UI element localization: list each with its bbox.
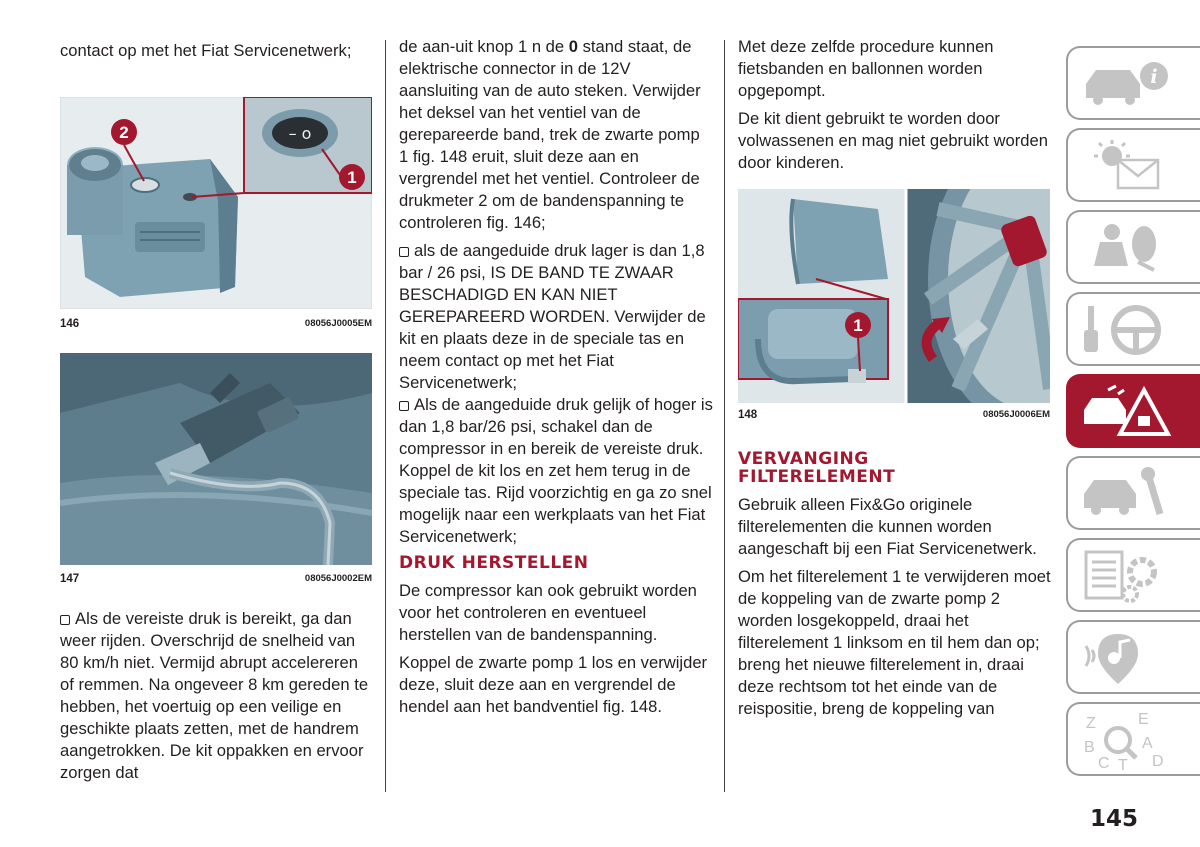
- checkbox-bullet-icon: [60, 615, 70, 625]
- column-1-lower: [60, 608, 375, 790]
- tab-specs-gear[interactable]: [1066, 538, 1200, 612]
- index-letter: Z: [1086, 715, 1096, 732]
- tab-lights-mail[interactable]: [1066, 128, 1200, 202]
- figure-148-image: [738, 189, 1050, 403]
- tab-airbag-seat[interactable]: [1066, 210, 1200, 284]
- figure-146-caption: [60, 318, 372, 330]
- column-3-lower: [738, 444, 1054, 726]
- heading-line-2: FILTERELEMENT: [738, 467, 896, 487]
- section-heading: [738, 450, 1054, 486]
- index-letter: C: [1098, 755, 1110, 770]
- bullet-text: als de aangeduide druk lager is dan 1,8 bar / 26 psi, IS DE BAND TE ZWAAR BESCHADIGD EN KAN NIET GEREPAREERD WORDEN. Verwijder de kit en plaats deze in de speciale tas en neem contact op met het Fiat Servicenetwerk;: [399, 241, 706, 392]
- index-letter: E: [1138, 711, 1149, 728]
- text-span: stand staat, de elektrische connector in de 12V aansluiting van de auto steken. Verwijder het deksel van het ventiel van de gerepareerde band, trek de zwarte pomp 1 fig. 148 eruit, sluit deze aan en vergrendel met het ventiel. Controleer de drukmeter 2 om de bandenspanning te controleren fig. 146;: [399, 37, 701, 232]
- airbag-seat-icon: [1078, 218, 1178, 278]
- index-letter: T: [1118, 757, 1128, 770]
- section-heading: DRUK HERSTELLEN: [399, 553, 589, 573]
- paragraph: Gebruik alleen Fix&Go originele filterelementen die kunnen worden aangeschaft bij een Fiat Servicenetwerk.: [738, 495, 1037, 558]
- paragraph: De kit dient gebruikt te worden door volwassenen en mag niet gebruikt worden door kinderen.: [738, 109, 1048, 172]
- bullet-text: Als de vereiste druk is bereikt, ga dan weer rijden. Overschrijd de snelheid van 80 km/h niet. Vermijd abrupt accelereren of remmen. Na ongeveer 8 km gereden te hebben, het voertuig op een veilige en geschikte plaats zetten, met de handrem aangetrokken. De kit oppakken en ervoor zorgen dat: [60, 609, 369, 782]
- figure-146-image: [60, 97, 372, 309]
- column-3: [738, 36, 1054, 180]
- paragraph: [399, 36, 713, 234]
- alphabet-index-icon: [1078, 710, 1178, 770]
- page-number: 145: [1090, 806, 1139, 832]
- figure-number: 147: [60, 573, 80, 585]
- text-span: de aan-uit knop 1 n de: [399, 37, 569, 56]
- lights-mail-icon: [1078, 136, 1178, 196]
- figure-ref: 08056J0005EM: [304, 318, 372, 329]
- switch-symbol: – o: [288, 124, 312, 143]
- figure-ref: 08056J0006EM: [982, 409, 1050, 420]
- callout-2: 2: [119, 123, 129, 142]
- multimedia-icon: [1078, 628, 1178, 688]
- figure-148-caption: [738, 409, 1050, 421]
- power-socket-illustration: [60, 353, 372, 565]
- emergency-warning-icon: [1078, 382, 1178, 442]
- paragraph: Met deze zelfde procedure kunnen fietsbanden en ballonnen worden opgepompt.: [738, 37, 994, 100]
- callout-1: 1: [853, 316, 863, 335]
- tab-emergency[interactable]: [1066, 374, 1200, 448]
- tab-key-steering[interactable]: [1066, 292, 1200, 366]
- tab-alphabet-index[interactable]: [1066, 702, 1200, 776]
- index-letter: A: [1142, 735, 1153, 752]
- paragraph: Om het filterelement 1 te verwijderen moet de koppeling van de zwarte pomp 2 worden losgekoppeld, draai het filterelement 1 linksom en til hem dan op; breng het nieuwe filterelement in, draai deze rechtsom tot het einde van de reispositie, breng de koppeling van: [738, 567, 1051, 718]
- column-divider: [724, 40, 725, 792]
- car-maintenance-icon: [1078, 464, 1178, 524]
- index-letter: D: [1152, 753, 1164, 770]
- key-steering-icon: [1078, 300, 1178, 360]
- callout-1: 1: [347, 168, 357, 187]
- heading-line-1: VERVANGING: [738, 449, 869, 469]
- figure-number: 146: [60, 318, 80, 330]
- figure-147-image: [60, 353, 372, 565]
- tab-car-maintenance[interactable]: [1066, 456, 1200, 530]
- checkbox-bullet-icon: [399, 247, 409, 257]
- figure-147-caption: [60, 573, 372, 585]
- paragraph: De compressor kan ook gebruikt worden voor het controleren en eventueel herstellen van de bandenspanning.: [399, 581, 697, 644]
- checkbox-bullet-icon: [399, 401, 409, 411]
- tab-multimedia[interactable]: [1066, 620, 1200, 694]
- paragraph: Koppel de zwarte pomp 1 los en verwijder deze, sluit deze aan en vergrendel de hendel aan het bandventiel fig. 148.: [399, 653, 708, 716]
- tab-car-info[interactable]: [1066, 46, 1200, 120]
- pump-valve-illustration: [738, 189, 1050, 403]
- column-divider: [385, 40, 386, 792]
- figure-number: 148: [738, 409, 758, 421]
- column-1-intro: contact op met het Fiat Servicenetwerk;: [60, 41, 352, 60]
- figure-ref: 08056J0002EM: [304, 573, 372, 584]
- car-info-icon: [1078, 54, 1178, 114]
- bold-span: 0: [568, 37, 578, 56]
- specs-gear-icon: [1078, 546, 1178, 606]
- index-letter: B: [1084, 739, 1095, 756]
- bullet-text: Als de aangeduide druk gelijk of hoger is dan 1,8 bar/26 psi, schakel dan de compressor in en bereik de vereiste druk. Koppel de kit los en zet hem terug in de speciale tas. Rijd voorzichtig en ga zo snel mogelijk naar een werkplaats van het Fiat Servicenetwerk;: [399, 395, 713, 546]
- column-1: [60, 36, 375, 68]
- compressor-gauge-illustration: [60, 97, 372, 309]
- svg-text:i: i: [1150, 66, 1158, 88]
- column-2: [399, 36, 713, 724]
